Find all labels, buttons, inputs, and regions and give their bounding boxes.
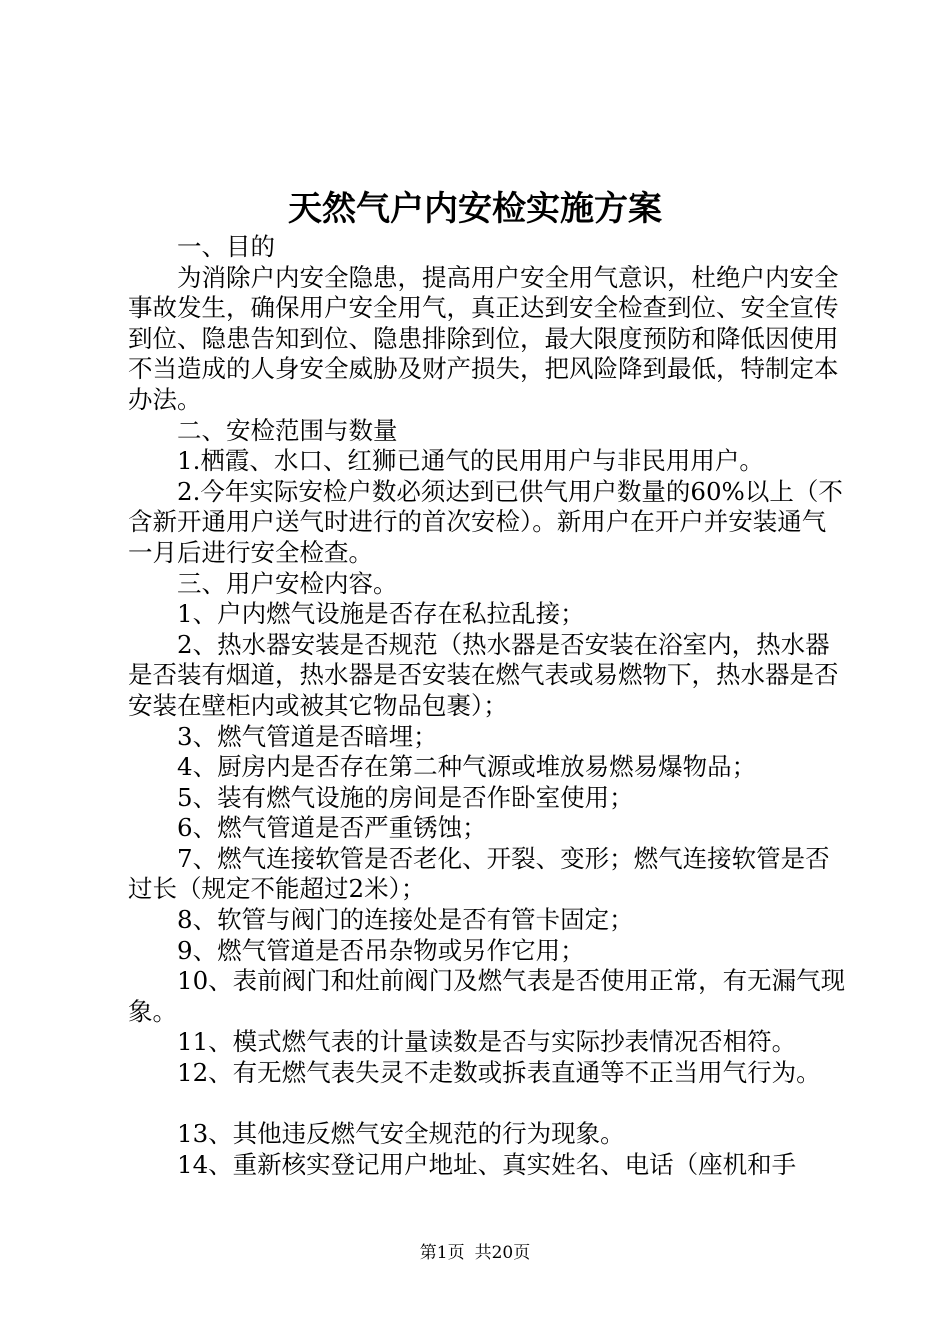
check-item-7: 7、燃气连接软管是否老化、开裂、变形；燃气连接软管是否过长（规定不能超过2米）； <box>128 843 830 904</box>
check-item-11: 11、模式燃气表的计量读数是否与实际抄表情况否相符。 <box>177 1027 797 1057</box>
section-heading-scope: 二、安检范围与数量 <box>177 415 398 445</box>
check-item-10: 10、表前阀门和灶前阀门及燃气表是否使用正常，有无漏气现象。 <box>128 966 846 1026</box>
check-item-12: 12、有无燃气表失灵不走数或拆表直通等不正当用气行为。 <box>177 1058 821 1088</box>
section-heading-purpose: 一、目的 <box>177 232 275 261</box>
check-item-4: 4、厨房内是否存在第二种气源或堆放易燃易爆物品； <box>177 752 757 782</box>
check-item-6: 6、燃气管道是否严重锈蚀； <box>177 813 487 843</box>
check-item-5: 5、装有燃气设施的房间是否作卧室使用； <box>177 782 634 812</box>
scope-item-1: 1.栖霞、水口、红狮已通气的民用用户与非民用用户。 <box>177 446 764 476</box>
check-item-14: 14、重新核实登记用户地址、真实姓名、电话（座机和手 <box>177 1149 797 1179</box>
check-item-13: 13、其他违反燃气安全规范的行为现象。 <box>177 1119 625 1149</box>
blank-line <box>128 1089 850 1120</box>
check-item-1: 1、户内燃气设施是否存在私拉乱接； <box>177 599 585 629</box>
check-item-9: 9、燃气管道是否吊杂物或另作它用； <box>177 935 585 965</box>
document-body <box>128 232 850 1180</box>
page-total: 共20页 <box>474 1243 531 1263</box>
document-title: 天然气户内安检实施方案 <box>288 189 662 229</box>
paragraph-purpose: 为消除户内安全隐患，提高用户安全用气意识，杜绝户内安全事故发生，确保用户安全用气，真正达到安全检查到位、安全宣传到位、隐患告知到位、隐患排除到位，最大限度预防和降低因使用不当造成的人身安全威胁及财产损失，把风险降到最低，特制定本办法。 <box>128 262 839 414</box>
section-heading-content: 三、用户安检内容。 <box>177 568 398 598</box>
scope-item-2: 2.今年实际安检户数必须达到已供气用户数量的60%以上（不含新开通用户送气时进行的首次安检）。新用户在开户并安装通气一月后进行安全检查。 <box>128 476 843 567</box>
check-item-2: 2、热水器安装是否规范（热水器是否安装在浴室内，热水器是否装有烟道，热水器是否安装在燃气表或易燃物下，热水器是否安装在壁柜内或被其它物品包裹）； <box>128 629 839 720</box>
page-number: 第1页 <box>419 1243 465 1263</box>
check-item-8: 8、软管与阀门的连接处是否有管卡固定； <box>177 905 634 935</box>
check-item-3: 3、燃气管道是否暗埋； <box>177 721 438 751</box>
page-footer <box>0 1241 950 1265</box>
